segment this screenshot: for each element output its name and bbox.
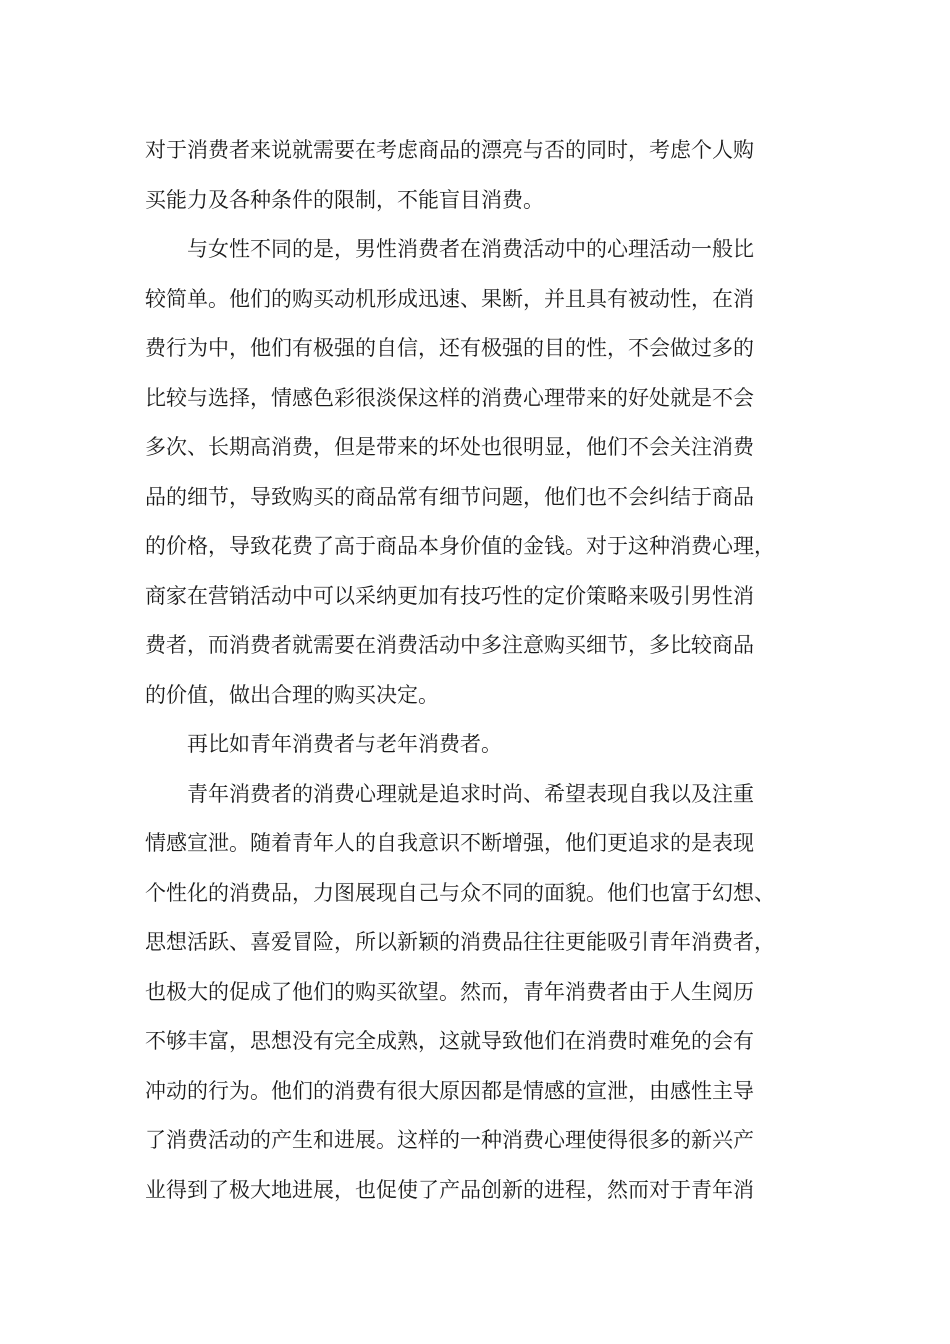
text-line: 商家在营销活动中可以采纳更加有技巧性的定价策略来吸引男性消 <box>145 583 754 608</box>
text-line: 与女性不同的是，男性消费者在消费活动中的心理活动一般比 <box>145 237 754 261</box>
text-line: 的价格，导致花费了高于商品本身价值的金钱。对于这种消费心理， <box>145 534 775 558</box>
paragraph <box>145 720 815 770</box>
text-line: 比较与选择，情感色彩很淡保这样的消费心理带来的好处就是不会 <box>145 385 754 410</box>
text-line: 多次、长期高消费，但是带来的坏处也很明显，他们不会关注消费 <box>145 435 754 459</box>
text-line: 了消费活动的产生和进展。这样的一种消费心理使得很多的新兴产 <box>145 1128 754 1152</box>
paragraph <box>145 225 815 720</box>
text-line: 费者，而消费者就需要在消费活动中多注意购买细节，多比较商品 <box>145 633 754 657</box>
text-line: 思想活跃、喜爱冒险，所以新颖的消费品往往更能吸引青年消费者， <box>145 930 775 954</box>
text-line: 也极大的促成了他们的购买欲望。然而，青年消费者由于人生阅历 <box>145 979 754 1004</box>
text-line: 费行为中，他们有极强的自信，还有极强的目的性，不会做过多的 <box>145 336 754 360</box>
text-line: 业得到了极大地进展，也促使了产品创新的进程，然而对于青年消 <box>145 1177 754 1202</box>
body-text <box>145 126 815 1215</box>
text-line: 再比如青年消费者与老年消费者。 <box>145 732 502 756</box>
text-line: 青年消费者的消费心理就是追求时尚、希望表现自我以及注重 <box>145 781 754 806</box>
text-line: 品的细节，导致购买的商品常有细节问题，他们也不会纠结于商品 <box>145 484 754 509</box>
paragraph <box>145 770 815 1216</box>
text-line: 情感宣泄。随着青年人的自我意识不断增强，他们更追求的是表现 <box>145 831 754 855</box>
text-line: 较简单。他们的购买动机形成迅速、果断，并且具有被动性，在消 <box>145 286 754 311</box>
text-line: 冲动的行为。他们的消费有很大原因都是情感的宣泄，由感性主导 <box>145 1078 754 1103</box>
text-line: 对于消费者来说就需要在考虑商品的漂亮与否的同时，考虑个人购 <box>145 138 754 162</box>
paragraph <box>145 126 815 225</box>
text-line: 个性化的消费品，力图展现自己与众不同的面貌。他们也富于幻想、 <box>145 880 775 905</box>
text-line: 的价值，做出合理的购买决定。 <box>145 682 439 707</box>
text-line: 买能力及各种条件的限制，不能盲目消费。 <box>145 187 544 212</box>
text-line: 不够丰富，思想没有完全成熟，这就导致他们在消费时难免的会有 <box>145 1029 754 1053</box>
